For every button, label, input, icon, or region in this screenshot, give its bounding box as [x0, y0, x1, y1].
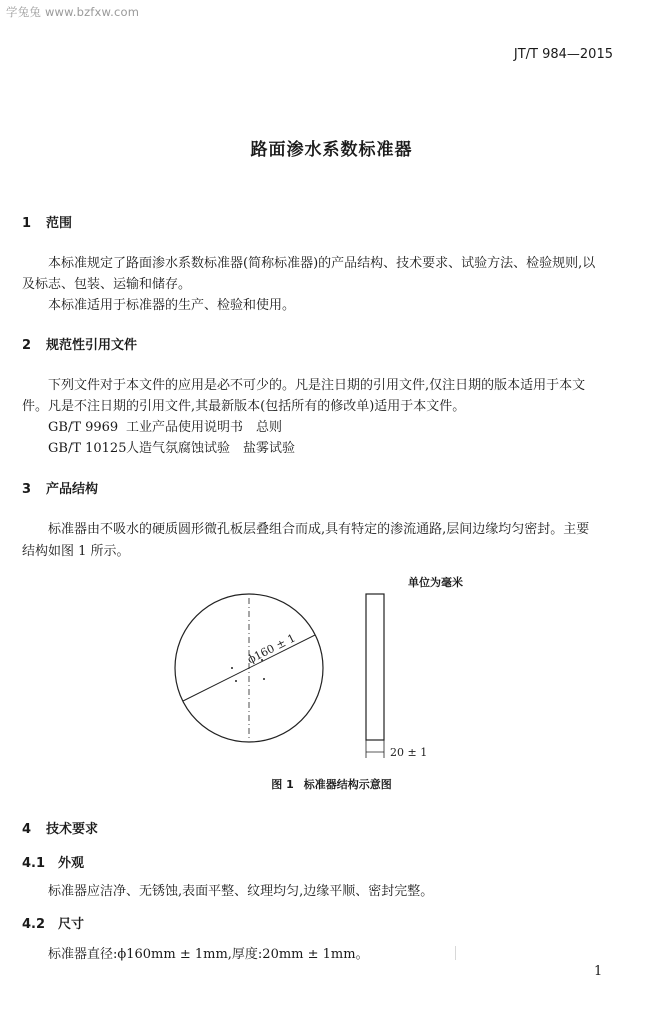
- section-title: 范围: [46, 216, 73, 231]
- document-title: 路面渗水系数标准器: [250, 140, 413, 160]
- section-2-para-1-line-1: 下列文件对于本文件的应用是必不可少的。凡是注日期的引用文件,仅注日期的版本适用于本文: [48, 378, 586, 393]
- standard-code: JT/T 984—2015: [513, 47, 613, 62]
- subsection-number: 4.1: [22, 856, 46, 871]
- page-number: 1: [594, 964, 603, 979]
- subsection-4-2-heading: [22, 913, 84, 932]
- section-4-heading: [22, 818, 98, 837]
- section-number: 4: [22, 822, 32, 837]
- disc-side-outline: [366, 594, 384, 740]
- pore-dot: [231, 667, 233, 669]
- pore-dot: [263, 678, 265, 680]
- section-1-para-1-line-1: 本标准规定了路面渗水系数标准器(简称标准器)的产品结构、技术要求、试验方法、检验规则,以: [48, 256, 596, 271]
- section-2-para-1-line-2: 件。凡是不注日期的引用文件,其最新版本(包括所有的修改单)适用于本文件。: [22, 399, 466, 414]
- pore-dot: [235, 680, 237, 682]
- reference-title: 人造气氛腐蚀试验 盐雾试验: [126, 441, 296, 456]
- section-title: 规范性引用文件: [46, 338, 138, 353]
- reference-code: GB/T 10125: [48, 441, 127, 456]
- subsection-4-1-text: 标准器应洁净、无锈蚀,表面平整、纹理均匀,边缘平顺、密封完整。: [48, 884, 434, 899]
- section-1-para-1-line-2: 及标志、包装、运输和储存。: [22, 277, 192, 292]
- reference-title: 工业产品使用说明书 总则: [126, 420, 283, 435]
- section-title: 产品结构: [46, 482, 99, 497]
- section-1-para-2: 本标准适用于标准器的生产、检验和使用。: [48, 298, 296, 313]
- subsection-number: 4.2: [22, 917, 46, 932]
- scan-mark: [455, 946, 456, 960]
- section-number: 1: [22, 216, 32, 231]
- section-3-para-1-line-1: 标准器由不吸水的硬质圆形微孔板层叠组合而成,具有特定的渗流通路,层间边缘均匀密封。主要: [48, 522, 590, 537]
- figure-caption: [0, 776, 663, 792]
- thickness-label: 20 ± 1: [390, 746, 428, 759]
- subsection-4-1-heading: [22, 852, 84, 871]
- diameter-label: ϕ160 ± 1: [245, 631, 298, 667]
- section-title: 技术要求: [46, 822, 99, 837]
- section-number: 3: [22, 482, 32, 497]
- subsection-4-2-text: 标准器直径:ϕ160mm ± 1mm,厚度:20mm ± 1mm。: [48, 947, 369, 962]
- figure-title: 标准器结构示意图: [303, 778, 392, 791]
- section-3-para-1-line-2: 结构如图 1 所示。: [22, 544, 130, 559]
- section-number: 2: [22, 338, 32, 353]
- watermark: 学兔兔 www.bzfxw.com: [6, 5, 140, 19]
- reference-code: GB/T 9969: [48, 420, 119, 435]
- unit-note: 单位为毫米: [408, 576, 463, 589]
- subsection-title: 尺寸: [58, 917, 85, 932]
- subsection-title: 外观: [58, 856, 85, 871]
- figure-number: 图 1: [271, 778, 294, 791]
